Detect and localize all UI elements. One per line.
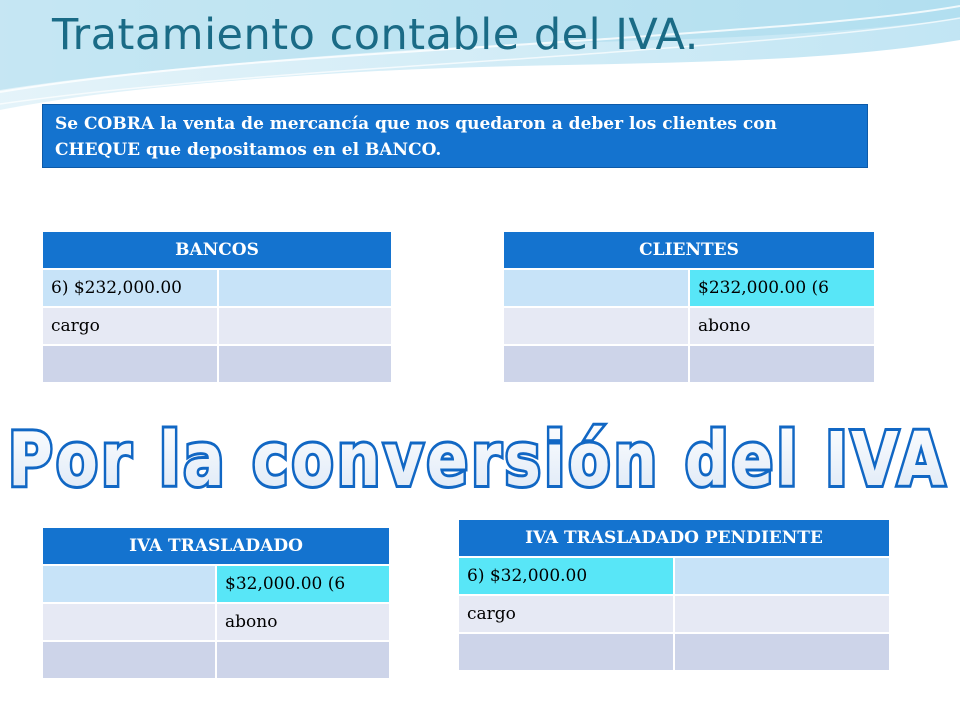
bancos-empty-cell: [218, 307, 392, 345]
account-header-clientes: CLIENTES: [503, 231, 875, 269]
iva-trasladado-debit-cell: [42, 565, 216, 603]
iva-trasladado-label: abono: [216, 603, 390, 641]
account-clientes: [502, 230, 876, 384]
iva-pendiente-empty-cell: [674, 595, 890, 633]
bancos-empty-cell: [218, 345, 392, 383]
iva-trasladado-empty-cell: [216, 641, 390, 679]
iva-pendiente-empty-cell: [674, 633, 890, 671]
iva-pendiente-debit-entry: 6) $32,000.00: [458, 557, 674, 595]
iva-trasladado-empty-cell: [42, 603, 216, 641]
conversion-banner: [0, 405, 960, 515]
iva-pendiente-label: cargo: [458, 595, 674, 633]
clientes-label: abono: [689, 307, 875, 345]
page-title: Tratamiento contable del IVA.: [52, 10, 699, 60]
account-iva-trasladado: [41, 526, 391, 680]
bancos-debit-entry: 6) $232,000.00: [42, 269, 218, 307]
iva-pendiente-credit-cell: [674, 557, 890, 595]
bancos-empty-cell: [42, 345, 218, 383]
banner-text: Por la conversión del IVA: [8, 417, 948, 503]
account-bancos: [41, 230, 393, 384]
clientes-debit-cell: [503, 269, 689, 307]
clientes-empty-cell: [503, 307, 689, 345]
clientes-empty-cell: [689, 345, 875, 383]
iva-trasladado-credit-entry: $32,000.00 (6: [216, 565, 390, 603]
iva-pendiente-empty-cell: [458, 633, 674, 671]
account-header-bancos: BANCOS: [42, 231, 392, 269]
bancos-credit-cell: [218, 269, 392, 307]
bancos-label: cargo: [42, 307, 218, 345]
transaction-note: Se COBRA la venta de mercancía que nos quedaron a deber los clientes con CHEQUE que depositamos en el BANCO.: [42, 104, 868, 168]
account-header-iva-trasladado: IVA TRASLADADO: [42, 527, 390, 565]
clientes-empty-cell: [503, 345, 689, 383]
iva-trasladado-empty-cell: [42, 641, 216, 679]
account-iva-trasladado-pendiente: [457, 518, 891, 672]
clientes-credit-entry: $232,000.00 (6: [689, 269, 875, 307]
account-header-iva-pendiente: IVA TRASLADADO PENDIENTE: [458, 519, 890, 557]
